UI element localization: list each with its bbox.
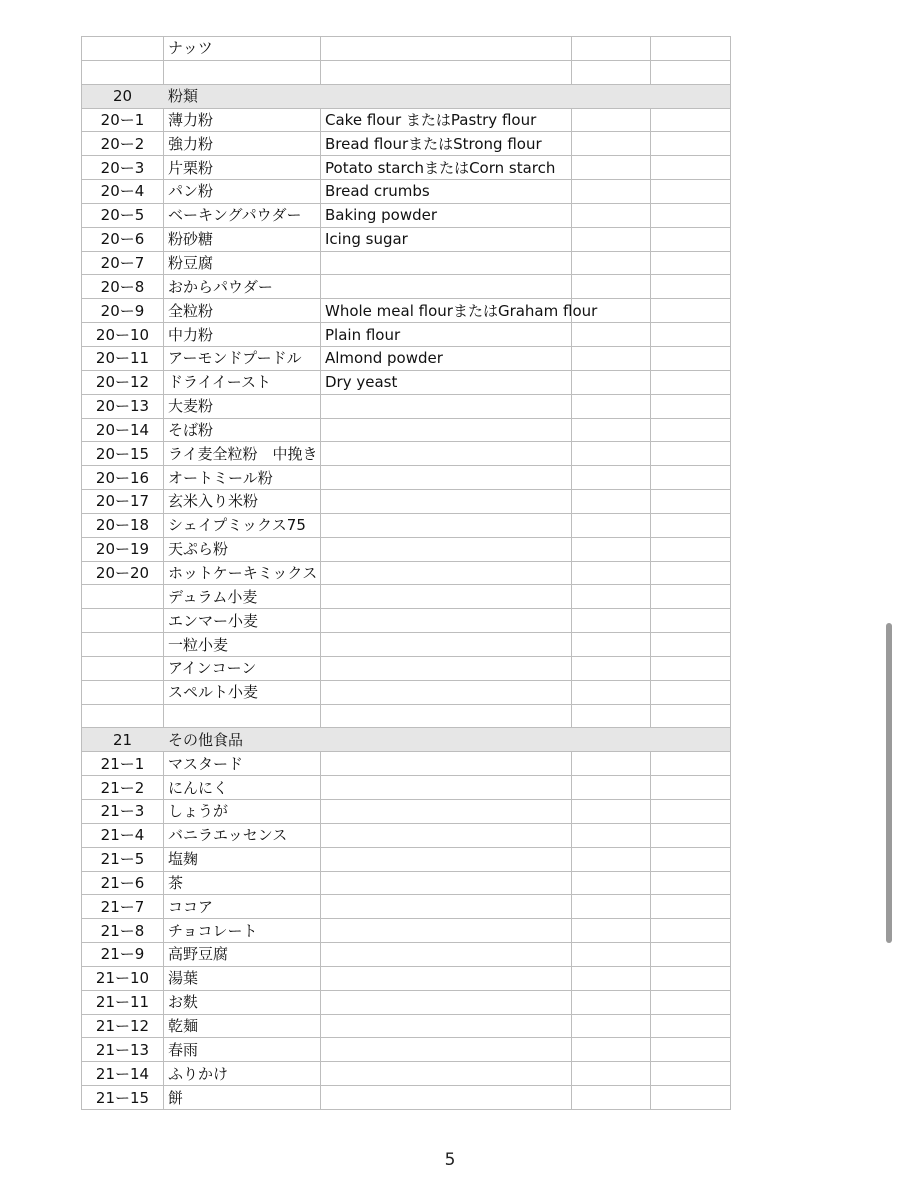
empty-cell xyxy=(651,60,731,84)
item-code-cell: 21ー3 xyxy=(82,800,164,824)
table-row xyxy=(82,180,731,204)
english-name-cell xyxy=(321,633,572,657)
item-code-cell: 20 xyxy=(82,84,164,108)
item-code-cell: 20ー12 xyxy=(82,370,164,394)
empty-cell xyxy=(651,132,731,156)
item-code-cell xyxy=(82,609,164,633)
empty-cell xyxy=(651,84,731,108)
empty-cell xyxy=(572,990,651,1014)
english-name-cell xyxy=(321,823,572,847)
empty-cell xyxy=(572,704,651,728)
japanese-name-cell: おからパウダー xyxy=(164,275,321,299)
table-row xyxy=(82,561,731,585)
item-code-cell: 21ー8 xyxy=(82,919,164,943)
english-name-cell xyxy=(321,919,572,943)
empty-cell xyxy=(572,227,651,251)
empty-cell xyxy=(572,490,651,514)
item-code-cell: 20ー16 xyxy=(82,466,164,490)
table-row xyxy=(82,633,731,657)
section-header-row xyxy=(82,84,731,108)
table-row xyxy=(82,60,731,84)
item-code-cell xyxy=(82,60,164,84)
japanese-name-cell xyxy=(164,60,321,84)
japanese-name-cell: 春雨 xyxy=(164,1038,321,1062)
english-name-cell xyxy=(321,466,572,490)
english-name-cell: Potato starchまたはCorn starch xyxy=(321,156,572,180)
item-code-cell: 21ー11 xyxy=(82,990,164,1014)
japanese-name-cell: ふりかけ xyxy=(164,1062,321,1086)
item-code-cell: 20ー10 xyxy=(82,323,164,347)
table-row xyxy=(82,466,731,490)
table-row xyxy=(82,656,731,680)
japanese-name-cell: シェイプミックス75 xyxy=(164,513,321,537)
item-code-cell: 21ー12 xyxy=(82,1014,164,1038)
japanese-name-cell: 一粒小麦 xyxy=(164,633,321,657)
empty-cell xyxy=(572,728,651,752)
empty-cell xyxy=(651,323,731,347)
table-row xyxy=(82,990,731,1014)
empty-cell xyxy=(572,585,651,609)
empty-cell xyxy=(572,537,651,561)
japanese-name-cell: アインコーン xyxy=(164,656,321,680)
english-name-cell: Bread crumbs xyxy=(321,180,572,204)
english-name-cell xyxy=(321,1038,572,1062)
table-row xyxy=(82,1062,731,1086)
empty-cell xyxy=(572,442,651,466)
item-code-cell xyxy=(82,680,164,704)
english-name-cell xyxy=(321,656,572,680)
empty-cell xyxy=(651,418,731,442)
scrollbar-thumb[interactable] xyxy=(886,623,892,943)
empty-cell xyxy=(651,800,731,824)
empty-cell xyxy=(572,871,651,895)
table-row xyxy=(82,418,731,442)
table-row xyxy=(82,108,731,132)
japanese-name-cell: ベーキングパウダー xyxy=(164,203,321,227)
empty-cell xyxy=(572,60,651,84)
empty-cell xyxy=(651,442,731,466)
empty-cell xyxy=(651,704,731,728)
empty-cell xyxy=(651,895,731,919)
empty-cell xyxy=(572,203,651,227)
page-number: 5 xyxy=(444,1150,456,1170)
empty-cell xyxy=(572,84,651,108)
table-row xyxy=(82,370,731,394)
english-name-cell xyxy=(321,37,572,61)
english-name-cell: Baking powder xyxy=(321,203,572,227)
table-row xyxy=(82,847,731,871)
table-row xyxy=(82,1014,731,1038)
item-code-cell: 20ー15 xyxy=(82,442,164,466)
table-row xyxy=(82,275,731,299)
english-name-cell: Plain flour xyxy=(321,323,572,347)
japanese-name-cell: ココア xyxy=(164,895,321,919)
english-name-cell: Bread flourまたはStrong flour xyxy=(321,132,572,156)
japanese-name-cell: 片栗粉 xyxy=(164,156,321,180)
english-name-cell xyxy=(321,752,572,776)
empty-cell xyxy=(572,1062,651,1086)
empty-cell xyxy=(572,346,651,370)
english-name-cell: Almond powder xyxy=(321,346,572,370)
empty-cell xyxy=(651,1086,731,1110)
item-code-cell xyxy=(82,704,164,728)
english-name-cell xyxy=(321,60,572,84)
empty-cell xyxy=(572,800,651,824)
item-code-cell: 21ー4 xyxy=(82,823,164,847)
empty-cell xyxy=(572,633,651,657)
empty-cell xyxy=(572,108,651,132)
empty-cell xyxy=(651,752,731,776)
english-name-cell xyxy=(321,490,572,514)
english-name-cell xyxy=(321,84,572,108)
empty-cell xyxy=(572,275,651,299)
table-row xyxy=(82,537,731,561)
empty-cell xyxy=(651,656,731,680)
english-name-cell xyxy=(321,800,572,824)
empty-cell xyxy=(651,919,731,943)
item-code-cell: 21ー15 xyxy=(82,1086,164,1110)
english-name-cell xyxy=(321,275,572,299)
table-row xyxy=(82,251,731,275)
empty-cell xyxy=(572,37,651,61)
english-name-cell xyxy=(321,537,572,561)
table-row xyxy=(82,299,731,323)
empty-cell xyxy=(572,895,651,919)
english-name-cell: Whole meal flourまたはGraham flour xyxy=(321,299,572,323)
item-code-cell xyxy=(82,656,164,680)
table-row xyxy=(82,800,731,824)
empty-cell xyxy=(651,299,731,323)
table-row xyxy=(82,227,731,251)
english-name-cell xyxy=(321,895,572,919)
japanese-name-cell: 中力粉 xyxy=(164,323,321,347)
item-code-cell: 20ー6 xyxy=(82,227,164,251)
japanese-name-cell: 強力粉 xyxy=(164,132,321,156)
item-code-cell: 21ー7 xyxy=(82,895,164,919)
empty-cell xyxy=(651,776,731,800)
english-name-cell xyxy=(321,1014,572,1038)
ingredient-table xyxy=(81,36,731,1110)
japanese-name-cell: 茶 xyxy=(164,871,321,895)
empty-cell xyxy=(572,656,651,680)
empty-cell xyxy=(572,776,651,800)
table-row xyxy=(82,394,731,418)
section-header-row xyxy=(82,728,731,752)
english-name-cell: Cake flour またはPastry flour xyxy=(321,108,572,132)
japanese-name-cell: パン粉 xyxy=(164,180,321,204)
empty-cell xyxy=(572,1014,651,1038)
table-row xyxy=(82,704,731,728)
japanese-name-cell: そば粉 xyxy=(164,418,321,442)
empty-cell xyxy=(572,1086,651,1110)
empty-cell xyxy=(651,346,731,370)
empty-cell xyxy=(572,847,651,871)
japanese-name-cell: マスタード xyxy=(164,752,321,776)
table-row xyxy=(82,37,731,61)
empty-cell xyxy=(572,466,651,490)
japanese-name-cell: バニラエッセンス xyxy=(164,823,321,847)
empty-cell xyxy=(572,680,651,704)
empty-cell xyxy=(572,752,651,776)
item-code-cell xyxy=(82,633,164,657)
item-code-cell: 21ー14 xyxy=(82,1062,164,1086)
empty-cell xyxy=(572,251,651,275)
english-name-cell xyxy=(321,585,572,609)
item-code-cell: 20ー8 xyxy=(82,275,164,299)
empty-cell xyxy=(651,227,731,251)
japanese-name-cell: ライ麦全粒粉 中挽き xyxy=(164,442,321,466)
table-row xyxy=(82,490,731,514)
empty-cell xyxy=(651,943,731,967)
empty-cell xyxy=(572,370,651,394)
empty-cell xyxy=(651,871,731,895)
japanese-name-cell: チョコレート xyxy=(164,919,321,943)
empty-cell xyxy=(572,513,651,537)
japanese-name-cell: 玄米入り米粉 xyxy=(164,490,321,514)
empty-cell xyxy=(651,728,731,752)
table-row xyxy=(82,919,731,943)
empty-cell xyxy=(651,609,731,633)
empty-cell xyxy=(572,323,651,347)
item-code-cell: 20ー17 xyxy=(82,490,164,514)
japanese-name-cell: オートミール粉 xyxy=(164,466,321,490)
empty-cell xyxy=(572,609,651,633)
item-code-cell: 21ー10 xyxy=(82,966,164,990)
empty-cell xyxy=(572,966,651,990)
empty-cell xyxy=(651,561,731,585)
item-code-cell: 20ー7 xyxy=(82,251,164,275)
empty-cell xyxy=(651,490,731,514)
empty-cell xyxy=(572,561,651,585)
english-name-cell xyxy=(321,728,572,752)
japanese-name-cell: アーモンドプードル xyxy=(164,346,321,370)
table-row xyxy=(82,1086,731,1110)
english-name-cell xyxy=(321,513,572,537)
japanese-name-cell: 全粒粉 xyxy=(164,299,321,323)
empty-cell xyxy=(572,132,651,156)
table-row xyxy=(82,943,731,967)
item-code-cell: 20ー3 xyxy=(82,156,164,180)
empty-cell xyxy=(651,537,731,561)
empty-cell xyxy=(651,180,731,204)
empty-cell xyxy=(651,633,731,657)
japanese-name-cell: 乾麺 xyxy=(164,1014,321,1038)
english-name-cell: Dry yeast xyxy=(321,370,572,394)
empty-cell xyxy=(651,394,731,418)
japanese-name-cell: その他食品 xyxy=(164,728,321,752)
table-row xyxy=(82,132,731,156)
english-name-cell xyxy=(321,966,572,990)
empty-cell xyxy=(651,990,731,1014)
empty-cell xyxy=(572,1038,651,1062)
empty-cell xyxy=(572,823,651,847)
empty-cell xyxy=(572,418,651,442)
table-row xyxy=(82,966,731,990)
japanese-name-cell: 粉豆腐 xyxy=(164,251,321,275)
table-row xyxy=(82,585,731,609)
english-name-cell xyxy=(321,704,572,728)
japanese-name-cell: 塩麹 xyxy=(164,847,321,871)
english-name-cell xyxy=(321,776,572,800)
empty-cell xyxy=(651,680,731,704)
empty-cell xyxy=(651,966,731,990)
item-code-cell: 21 xyxy=(82,728,164,752)
english-name-cell xyxy=(321,561,572,585)
japanese-name-cell: 大麦粉 xyxy=(164,394,321,418)
table-row xyxy=(82,609,731,633)
english-name-cell xyxy=(321,394,572,418)
empty-cell xyxy=(651,370,731,394)
item-code-cell: 21ー6 xyxy=(82,871,164,895)
japanese-name-cell: ホットケーキミックス xyxy=(164,561,321,585)
japanese-name-cell: しょうが xyxy=(164,800,321,824)
empty-cell xyxy=(651,1062,731,1086)
japanese-name-cell: 薄力粉 xyxy=(164,108,321,132)
item-code-cell: 20ー18 xyxy=(82,513,164,537)
item-code-cell: 20ー2 xyxy=(82,132,164,156)
table-row xyxy=(82,513,731,537)
empty-cell xyxy=(651,251,731,275)
english-name-cell: Icing sugar xyxy=(321,227,572,251)
empty-cell xyxy=(651,275,731,299)
table-row xyxy=(82,156,731,180)
english-name-cell xyxy=(321,609,572,633)
table-row xyxy=(82,442,731,466)
item-code-cell: 20ー20 xyxy=(82,561,164,585)
empty-cell xyxy=(572,943,651,967)
item-code-cell: 20ー19 xyxy=(82,537,164,561)
item-code-cell xyxy=(82,585,164,609)
english-name-cell xyxy=(321,871,572,895)
empty-cell xyxy=(651,1038,731,1062)
table-row xyxy=(82,895,731,919)
table-row xyxy=(82,776,731,800)
item-code-cell: 20ー11 xyxy=(82,346,164,370)
table-row xyxy=(82,1038,731,1062)
item-code-cell: 21ー13 xyxy=(82,1038,164,1062)
empty-cell xyxy=(572,394,651,418)
english-name-cell xyxy=(321,943,572,967)
japanese-name-cell: デュラム小麦 xyxy=(164,585,321,609)
item-code-cell: 20ー1 xyxy=(82,108,164,132)
item-code-cell: 20ー9 xyxy=(82,299,164,323)
item-code-cell: 20ー14 xyxy=(82,418,164,442)
japanese-name-cell: 天ぷら粉 xyxy=(164,537,321,561)
japanese-name-cell: にんにく xyxy=(164,776,321,800)
item-code-cell: 21ー2 xyxy=(82,776,164,800)
japanese-name-cell: 粉類 xyxy=(164,84,321,108)
table-row xyxy=(82,871,731,895)
item-code-cell xyxy=(82,37,164,61)
item-code-cell: 20ー4 xyxy=(82,180,164,204)
japanese-name-cell: お麩 xyxy=(164,990,321,1014)
japanese-name-cell: スペルト小麦 xyxy=(164,680,321,704)
empty-cell xyxy=(651,466,731,490)
empty-cell xyxy=(651,37,731,61)
japanese-name-cell: エンマー小麦 xyxy=(164,609,321,633)
item-code-cell: 20ー13 xyxy=(82,394,164,418)
table-row xyxy=(82,823,731,847)
table-row xyxy=(82,323,731,347)
item-code-cell: 20ー5 xyxy=(82,203,164,227)
japanese-name-cell: 高野豆腐 xyxy=(164,943,321,967)
empty-cell xyxy=(572,180,651,204)
empty-cell xyxy=(572,156,651,180)
table-row xyxy=(82,680,731,704)
empty-cell xyxy=(651,847,731,871)
japanese-name-cell: 粉砂糖 xyxy=(164,227,321,251)
table-row xyxy=(82,752,731,776)
empty-cell xyxy=(651,108,731,132)
english-name-cell xyxy=(321,442,572,466)
english-name-cell xyxy=(321,418,572,442)
empty-cell xyxy=(651,203,731,227)
empty-cell xyxy=(651,823,731,847)
japanese-name-cell: ドライイースト xyxy=(164,370,321,394)
item-code-cell: 21ー1 xyxy=(82,752,164,776)
english-name-cell xyxy=(321,1062,572,1086)
english-name-cell xyxy=(321,680,572,704)
empty-cell xyxy=(651,513,731,537)
item-code-cell: 21ー5 xyxy=(82,847,164,871)
japanese-name-cell: 湯葉 xyxy=(164,966,321,990)
japanese-name-cell: ナッツ xyxy=(164,37,321,61)
english-name-cell xyxy=(321,847,572,871)
english-name-cell xyxy=(321,990,572,1014)
table-row xyxy=(82,346,731,370)
empty-cell xyxy=(651,585,731,609)
english-name-cell xyxy=(321,1086,572,1110)
japanese-name-cell: 餅 xyxy=(164,1086,321,1110)
empty-cell xyxy=(572,919,651,943)
japanese-name-cell xyxy=(164,704,321,728)
table-body xyxy=(82,37,731,1110)
item-code-cell: 21ー9 xyxy=(82,943,164,967)
empty-cell xyxy=(651,156,731,180)
table-row xyxy=(82,203,731,227)
english-name-cell xyxy=(321,251,572,275)
empty-cell xyxy=(651,1014,731,1038)
